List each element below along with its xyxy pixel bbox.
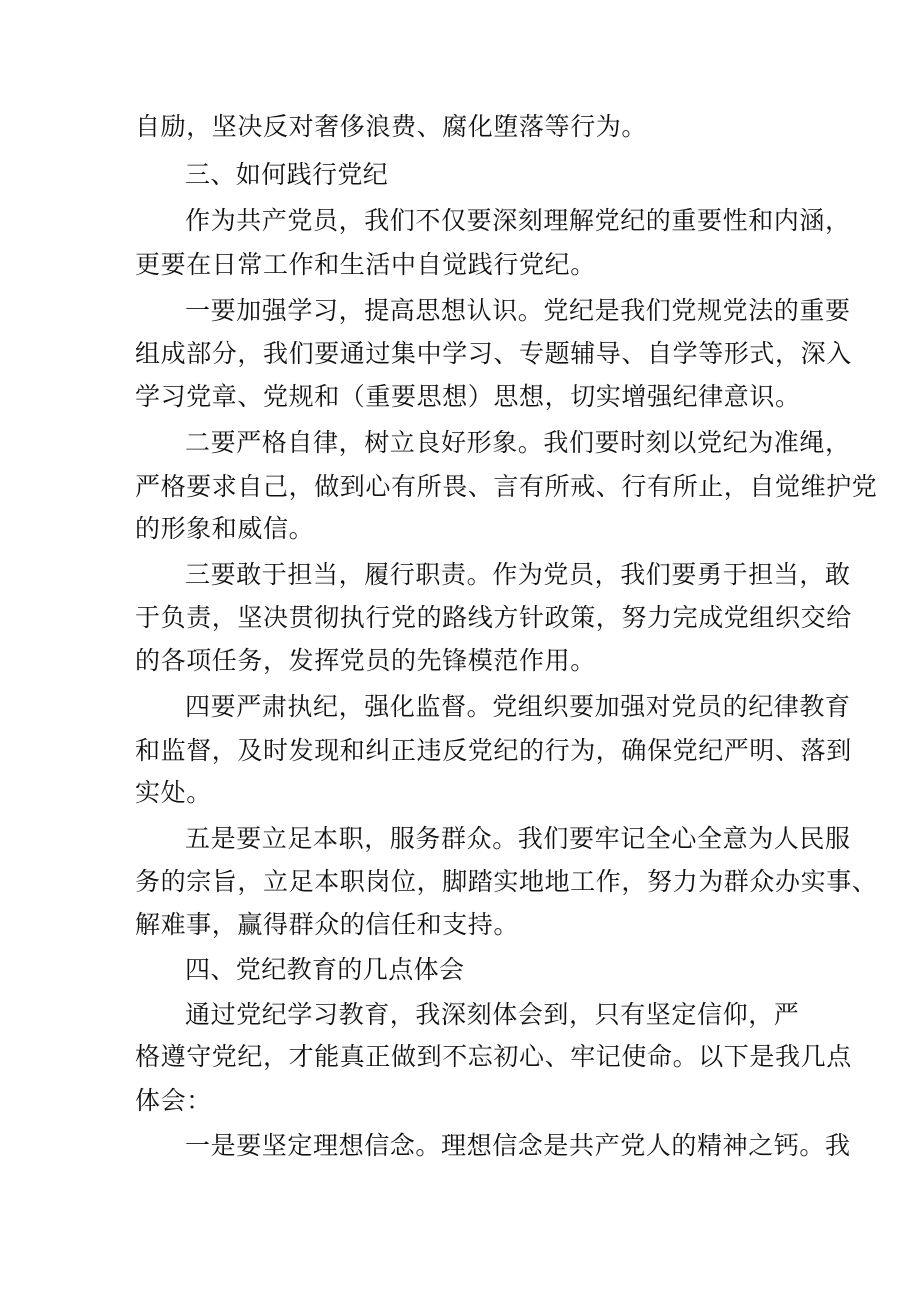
paragraph-line: 二要严格自律，树立良好形象。我们要时刻以党纪为准绳，: [185, 428, 851, 457]
paragraph-line: 一要加强学习，提高思想认识。党纪是我们党规党法的重要: [185, 296, 851, 325]
paragraph-line: 的形象和威信。: [135, 514, 315, 543]
paragraph-line: 于负责，坚决贯彻执行党的路线方针政策，努力完成党组织交给: [135, 603, 852, 632]
paragraph-line: 通过党纪学习教育，我深刻体会到，只有坚定信仰，严: [185, 1000, 800, 1029]
paragraph-line: 解难事，赢得群众的信任和支持。: [135, 910, 520, 939]
paragraph-line: 严格要求自己，做到心有所畏、言有所戒、行有所止，自觉维护党: [135, 472, 878, 501]
paragraph-line: 更要在日常工作和生活中自觉践行党纪。: [135, 250, 596, 279]
paragraph-line: 务的宗旨，立足本职岗位，脚踏实地地工作，努力为群众办实事、: [135, 867, 878, 896]
paragraph-line: 的各项任务，发挥党员的先锋模范作用。: [135, 646, 596, 675]
section-heading: 三、如何践行党纪: [185, 160, 389, 189]
paragraph-line: 三要敢于担当，履行职责。作为党员，我们要勇于担当，敢: [185, 560, 851, 589]
section-heading: 四、党纪教育的几点体会: [185, 955, 465, 984]
paragraph-line: 四要严肃执纪，强化监督。党组织要加强对党员的纪律教育: [185, 692, 851, 721]
paragraph-line: 和监督，及时发现和纠正违反党纪的行为，确保党纪严明、落到: [135, 736, 852, 765]
paragraph-line: 实处。: [135, 778, 212, 807]
text-line: 自励，坚决反对奢侈浪费、腐化堕落等行为。: [135, 112, 648, 141]
paragraph-line: 组成部分，我们要通过集中学习、专题辅导、自学等形式，深入: [135, 339, 852, 368]
paragraph-line: 五是要立足本职，服务群众。我们要牢记全心全意为人民服: [185, 824, 851, 853]
paragraph-line: 学习党章、党规和（重要思想）思想，切实增强纪律意识。: [135, 382, 801, 411]
paragraph-line: 体会：: [135, 1086, 212, 1115]
paragraph-line: 格遵守党纪，才能真正做到不忘初心、牢记使命。以下是我几点: [135, 1042, 852, 1071]
paragraph-line: 作为共产党员，我们不仅要深刻理解党纪的重要性和内涵，: [185, 206, 851, 235]
paragraph-line: 一是要坚定理想信念。理想信念是共产党人的精神之钙。我: [185, 1131, 851, 1160]
